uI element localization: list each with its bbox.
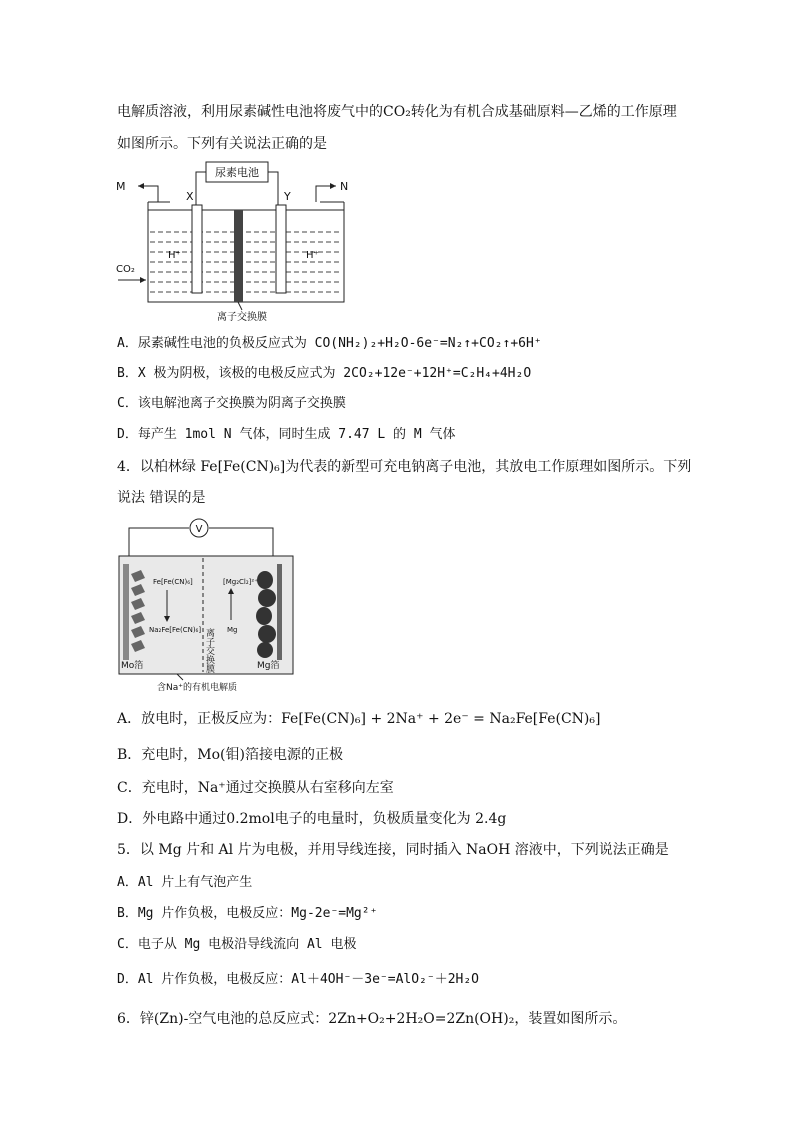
q5-option-c: C．电子从 Mg 电极沿导线流向 Al 电极 [117,937,357,952]
q4-option-b: B．充电时，Mo(钼)箔接电源的正极 [117,747,343,763]
q3-stem-line2: 如图所示。下列有关说法正确的是 [117,136,327,152]
left-top-label: Fe[Fe(CN)₆] [153,578,193,586]
ion-left-label: H⁺ [168,250,181,261]
mg-foil-label: Mg箔 [257,661,280,671]
q3-option-a: A．尿素碱性电池的负极反应式为 CO(NH₂)₂+H₂O-6e⁻=N₂↑+CO₂↑+6H⁺ [117,336,542,351]
q3-electrolysis-diagram [110,160,360,322]
co2-inlet-label: CO₂ [116,264,135,275]
left-bottom-label: Na₂Fe[Fe(CN)₆] [149,626,202,634]
electrolyte-label: 含Na⁺的有机电解质 [157,683,237,693]
q3-option-d: D．每产生 1mol N 气体，同时生成 7.47 L 的 M 气体 [117,427,456,442]
right-bottom-label: Mg [227,626,238,634]
gas-n-label: N [340,180,349,193]
battery-label: 尿素电池 [215,166,259,179]
membrane-label: 离子交换膜 [217,312,267,322]
q4-stem-line2: 说法 错误的是 [117,490,206,506]
right-top-label: [Mg₂Cl₂]²⁺ [223,578,258,586]
mo-foil-label: Mo箔 [121,661,144,671]
q3-option-c: C．该电解池离子交换膜为阴离子交换膜 [117,396,346,411]
ion-right-label: H⁺ [306,250,319,261]
q3-stem-line1: 电解质溶液，利用尿素碱性电池将废气中的CO₂转化为有机合成基础原料—乙烯的工作原理 [117,104,677,120]
gas-m-label: M [116,180,126,193]
q4-option-d: D．外电路中通过0.2mol电子的电量时，负极质量变化为 2.4g [117,811,507,827]
q4-option-a: A．放电时，正极反应为：Fe[Fe(CN)₆] + 2Na⁺ + 2e⁻ = Na₂Fe[Fe(CN)₆] [117,711,601,727]
q4-option-c: C．充电时，Na⁺通过交换膜从右室移向左室 [117,780,394,796]
q5-option-b: B．Mg 片作负极，电极反应：Mg-2e⁻=Mg²⁺ [117,906,378,921]
q6-stem: 6．锌(Zn)-空气电池的总反应式：2Zn+O₂+2H₂O=2Zn(OH)₂，装置如图所示。 [117,1011,627,1027]
q4-stem-line1: 4．以柏林绿 Fe[Fe(CN)₆]为代表的新型可充电钠离子电池，其放电工作原理如图所示。下列 [117,459,692,475]
electrode-x-label: X [186,190,194,203]
voltmeter-label: V [195,524,203,535]
q3-option-b: B．X 极为阴极，该极的电极反应式为 2CO₂+12e⁻+12H⁺=C₂H₄+4H₂O [117,366,532,381]
q5-stem: 5．以 Mg 片和 Al 片为电极，并用导线连接，同时插入 NaOH 溶液中，下列说法正确是 [117,842,669,858]
q5-option-d: D．Al 片作负极，电极反应：Al＋4OH⁻－3e⁻=AlO₂⁻＋2H₂O [117,972,480,987]
q4-battery-diagram [117,516,297,694]
electrode-y-label: Y [284,190,291,203]
q5-option-a: A．Al 片上有气泡产生 [117,875,253,890]
q4-membrane-label: 离子交换膜 [204,628,214,673]
